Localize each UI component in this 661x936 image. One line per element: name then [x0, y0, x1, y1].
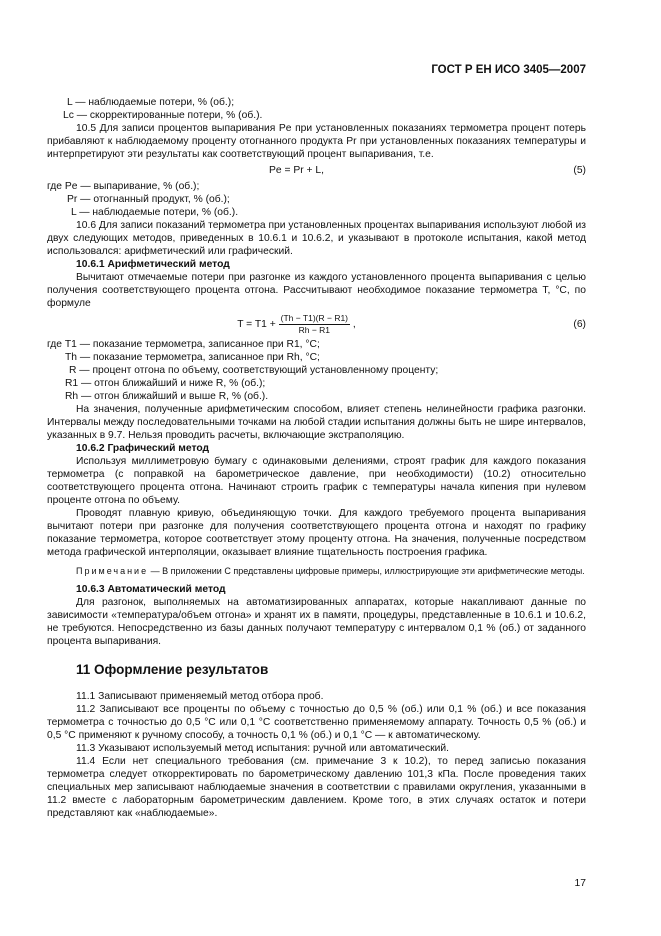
heading-10-6-1: 10.6.1 Арифметический метод: [76, 259, 230, 270]
main-column: [47, 96, 586, 820]
page-number: 17: [574, 878, 586, 889]
equation-6-number: (6): [573, 319, 586, 330]
definition-th: Th — показание термометра, записанное при Rh, °C;: [65, 352, 320, 363]
note-text: — В приложении С представлены цифровые примеры, иллюстрирующие эти арифметические методы.: [150, 566, 585, 576]
paragraph-10-6-3: Для разгонок, выполняемых на автоматизированных аппаратах, которые накапливают данные по зависимости «температура/объем отгона» и хранят их в памяти, процедуры, представленные в 10.6.1 и 10.6.2, не требуются. Непосредственно из базы данных получают температуру с интервалом 0,1 % (об.) от заданного процента выпаривания.: [47, 597, 586, 647]
paragraph-10-6-2-a: Используя миллиметровую бумагу с одинаковыми делениями, строят график для каждого показания термометра (с поправкой на барометрическое давление, при необходимости) (10.2) относительно соответствующего процента отгона. Начинают строить график с температуры начала кипения при нулевом проценте отгона по объему.: [47, 456, 586, 506]
note: [47, 565, 586, 577]
equation-6-body: [47, 313, 546, 336]
definition-lc: Lc — скорректированные потери, % (об.).: [63, 110, 263, 121]
equation-6-tail: ,: [352, 319, 356, 331]
equation-6-numerator: (Th − T1)(R − R1): [280, 313, 349, 323]
paragraph-arithmetic-note: На значения, полученные арифметическим способом, влияет степень нелинейности графика разгонки. Интервалы между последовательными точками на любой стадии испытания должны быть не шире интервалов, указанных в 9.7. Нельзя проводить расчеты, включающие экстраполяцию.: [47, 404, 586, 441]
paragraph-10-6-1: Вычитают отмечаемые потери при разгонке из каждого установленного процента выпаривания с целью получения соответствующего процента отгона. Рассчитывают необходимое показание термометра T, °C, по формуле: [47, 272, 586, 309]
definition-l-observed: L — наблюдаемые потери, % (об.).: [71, 207, 239, 218]
equation-5-body: Pe = Pr + L,: [269, 165, 324, 176]
definition-r: R — процент отгона по объему, соответствующий установленному проценту;: [69, 365, 439, 376]
definition-l: L — наблюдаемые потери, % (об.);: [67, 97, 235, 108]
heading-section-11: 11 Оформление результатов: [76, 662, 269, 677]
equation-5: [47, 164, 586, 177]
definition-pr: Pr — отогнанный продукт, % (об.);: [67, 194, 230, 205]
heading-10-6-2: 10.6.2 Графический метод: [76, 443, 210, 454]
paragraph-10-5: 10.5 Для записи процентов выпаривания Pe при установленных показаниях термометра процент потерь прибавляют к наблюдаемому проценту отогнанного продукта Pr при установленных показаниях температуры и интерпретируют эти результаты как соответствующий процент выпаривания, т.е.: [47, 123, 586, 160]
document-header: ГОСТ Р ЕН ИСО 3405—2007: [431, 64, 586, 76]
paragraph-11-3: 11.3 Указывают используемый метод испытания: ручной или автоматический.: [76, 743, 449, 754]
equation-6-lhs: T = T1 +: [237, 319, 279, 331]
heading-10-6-3: 10.6.3 Автоматический метод: [76, 584, 226, 595]
note-label: Примечание: [76, 566, 149, 576]
paragraph-10-6: 10.6 Для записи показаний термометра при установленных процентах выпаривания используют любой из двух следующих методов, приведенных в 10.6.1 и 10.6.2, и указывают в протоколе испытания, какой метод использовался: арифметический или графический.: [47, 220, 586, 257]
paragraph-11-2: 11.2 Записывают все проценты по объему с точностью до 0,5 % (об.) или 0,1 % (об.) и все показания термометра с точностью до 0,5 °С или 0,1 °С соответственно применяемому аппарату. Точность 0,5 % (об.) и 0,5 °С применяют к ручному способу, а точность 0,1 % (об.) и 0,1 °С — к автоматическому.: [47, 704, 586, 741]
definition-r1: R1 — отгон ближайший и ниже R, % (об.);: [65, 378, 266, 389]
equation-6-fraction: [279, 313, 350, 336]
equation-6-denominator: Rh − R1: [298, 325, 331, 335]
definition-rh: Rh — отгон ближайший и выше R, % (об.).: [65, 391, 269, 402]
equation-6: [47, 313, 586, 336]
equation-5-number: (5): [573, 165, 586, 176]
definition-t1: где T1 — показание термометра, записанное при R1, °C;: [47, 339, 320, 350]
paragraph-11-4: 11.4 Если нет специального требования (см. примечание 3 к 10.2), то перед записью показания термометра следует откорректировать по барометрическому давлению 101,3 кПа. После проведения таких специальных мер записывают наблюдаемые значения в соответствии с правилами округления, указанными в 11.2 вместе с лабораторным барометрическим давлением. Кроме того, в этих случаях остаток и потери представляют как «наблюдаемые».: [47, 756, 586, 819]
paragraph-11-1: 11.1 Записывают применяемый метод отбора проб.: [76, 691, 324, 702]
definition-pe: где Pe — выпаривание, % (об.);: [47, 181, 200, 192]
paragraph-10-6-2-b: Проводят плавную кривую, объединяющую точки. Для каждого требуемого процента выпаривания вычитают потери при разгонке для получения соответствующего процента отгона и находят по графику показание термометра, которое соответствует этому проценту отгона. На значения, полученные посредством метода графической интерполяции, оказывает влияние тщательность построения графика.: [47, 508, 586, 558]
